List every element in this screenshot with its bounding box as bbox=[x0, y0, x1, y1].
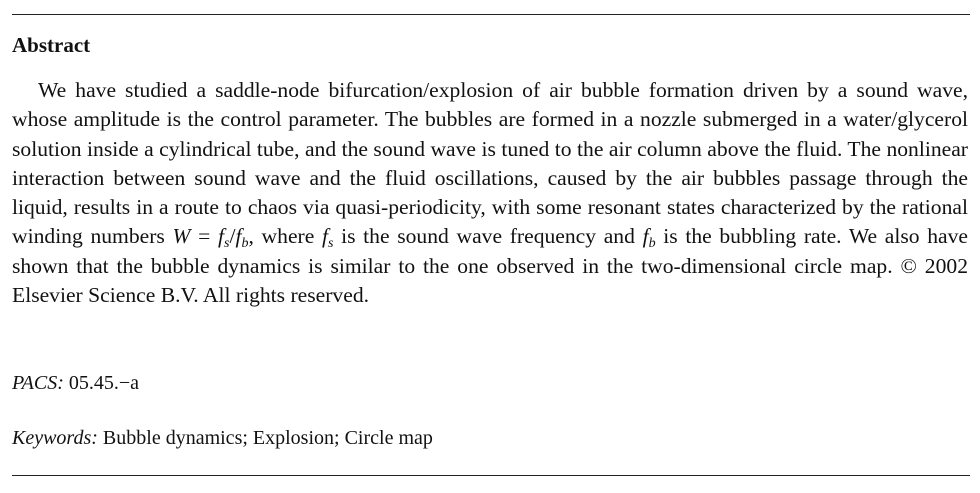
formula-f-s: f bbox=[218, 224, 225, 249]
pacs-label: PACS: bbox=[12, 372, 64, 394]
keywords-line bbox=[12, 423, 433, 453]
abstract-part-1: We have studied a saddle-node bifurcation/explosion of air bubble formation driven by a sound wave, whose amplitude is the control parameter. The bubbles are formed in a nozzle submerged in a water/glycerol solution inside a cylindrical tube, and the sound wave is tuned to the air column above the fluid. The nonlinear interaction between sound wave and the fluid oscillations, caused by the air bubbles passage through the liquid, results in a route to chaos via quasi-periodicity, with some resonant states characterized by the rational winding numbers bbox=[12, 78, 968, 249]
formula-equals: = bbox=[190, 224, 219, 249]
abstract-heading: Abstract bbox=[12, 33, 91, 57]
formula-w: W bbox=[172, 224, 191, 249]
pacs-value: 05.45.−a bbox=[63, 372, 140, 394]
abstract-text bbox=[12, 76, 968, 310]
symbol-fb-sub: b bbox=[648, 236, 656, 252]
keywords-value: Bubble dynamics; Explosion; Circle map bbox=[97, 427, 433, 449]
formula-sub-b: b bbox=[241, 236, 249, 252]
symbol-fb: f bbox=[642, 224, 649, 249]
bottom-rule bbox=[12, 475, 970, 476]
symbol-fs-sub: s bbox=[327, 236, 334, 252]
formula-sub-s: s bbox=[224, 236, 230, 252]
top-rule bbox=[12, 14, 970, 15]
symbol-fs: f bbox=[321, 224, 328, 249]
formula-f-b: f bbox=[235, 224, 242, 249]
pacs-line bbox=[12, 368, 139, 398]
abstract-part-3: is the sound wave frequency and bbox=[333, 224, 643, 249]
abstract-part-4: is the bubbling rate. We also have shown that the bubble dynamics is similar to the one observed in the two-dimensional circle map. © 2002 Elsevier Science B.V. All rights reserved. bbox=[12, 224, 968, 308]
formula-slash: / bbox=[229, 224, 236, 249]
keywords-label: Keywords: bbox=[12, 427, 98, 449]
abstract-part-2: , where bbox=[248, 224, 322, 249]
